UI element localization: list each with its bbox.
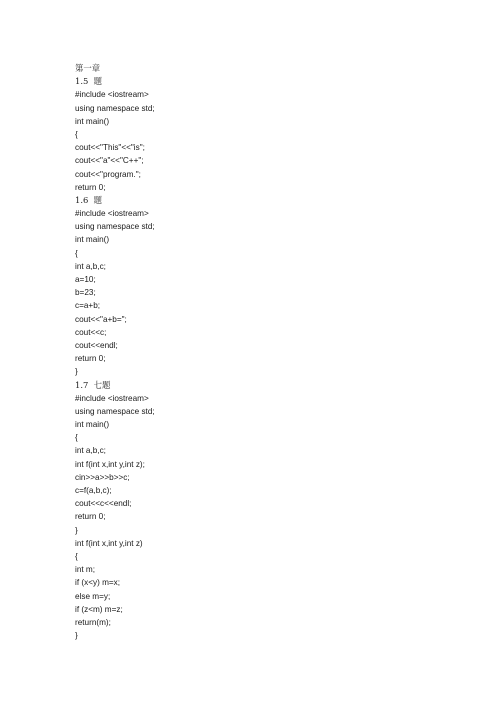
- code-line: int main(): [75, 420, 110, 430]
- code-line: {: [75, 248, 78, 258]
- code-line: cout<<"This"<<"is";: [75, 143, 145, 153]
- code-line: return 0;: [75, 182, 106, 192]
- code-line: cout<<"a"<<"C++";: [75, 156, 144, 166]
- chapter-heading: 第一章: [75, 63, 101, 73]
- code-line: a=10;: [75, 275, 96, 284]
- code-line: {: [75, 433, 78, 443]
- code-line: cout<<endl;: [75, 340, 118, 350]
- exercise-heading: 1.6 题: [75, 194, 103, 205]
- code-line: #include <iostream>: [75, 90, 149, 100]
- code-line: return 0;: [75, 512, 106, 522]
- code-line: int f(int x,int y,int z);: [75, 459, 145, 469]
- code-line: using namespace std;: [75, 406, 155, 416]
- code-line: using namespace std;: [75, 103, 155, 113]
- code-line: cout<<c<<endl;: [75, 499, 132, 509]
- code-line: return(m);: [75, 617, 111, 627]
- code-line: return 0;: [75, 354, 106, 364]
- code-line: }: [75, 367, 78, 377]
- code-line: else m=y;: [75, 591, 111, 601]
- code-line: {: [75, 129, 78, 139]
- code-line: int f(int x,int y,int z): [75, 538, 143, 548]
- code-line: int m;: [75, 565, 96, 575]
- code-line: int a,b,c;: [75, 446, 106, 456]
- code-line: #include <iostream>: [75, 209, 149, 219]
- code-line: }: [75, 631, 78, 641]
- code-line: }: [75, 525, 78, 535]
- code-text-block: [75, 62, 155, 642]
- code-line: int a,b,c;: [75, 261, 106, 271]
- exercise-heading: 1.7 七题: [75, 379, 111, 390]
- code-line: if (x<y) m=x;: [75, 578, 121, 588]
- code-line: cout<<"program.";: [75, 169, 141, 179]
- code-line: cout<<c;: [75, 327, 107, 337]
- code-line: {: [75, 551, 78, 561]
- code-line: b=23;: [75, 288, 96, 298]
- exercise-heading: 1.5 题: [75, 76, 103, 87]
- code-line: #include <iostream>: [75, 393, 149, 403]
- code-line: int main(): [75, 235, 110, 245]
- code-line: cin>>a>>b>>c;: [75, 472, 130, 482]
- code-line: using namespace std;: [75, 222, 155, 232]
- code-line: cout<<"a+b=";: [75, 314, 127, 324]
- code-line: c=f(a,b,c);: [75, 486, 112, 495]
- code-line: int main(): [75, 116, 110, 126]
- code-line: if (z<m) m=z;: [75, 604, 123, 614]
- code-line: c=a+b;: [75, 301, 101, 311]
